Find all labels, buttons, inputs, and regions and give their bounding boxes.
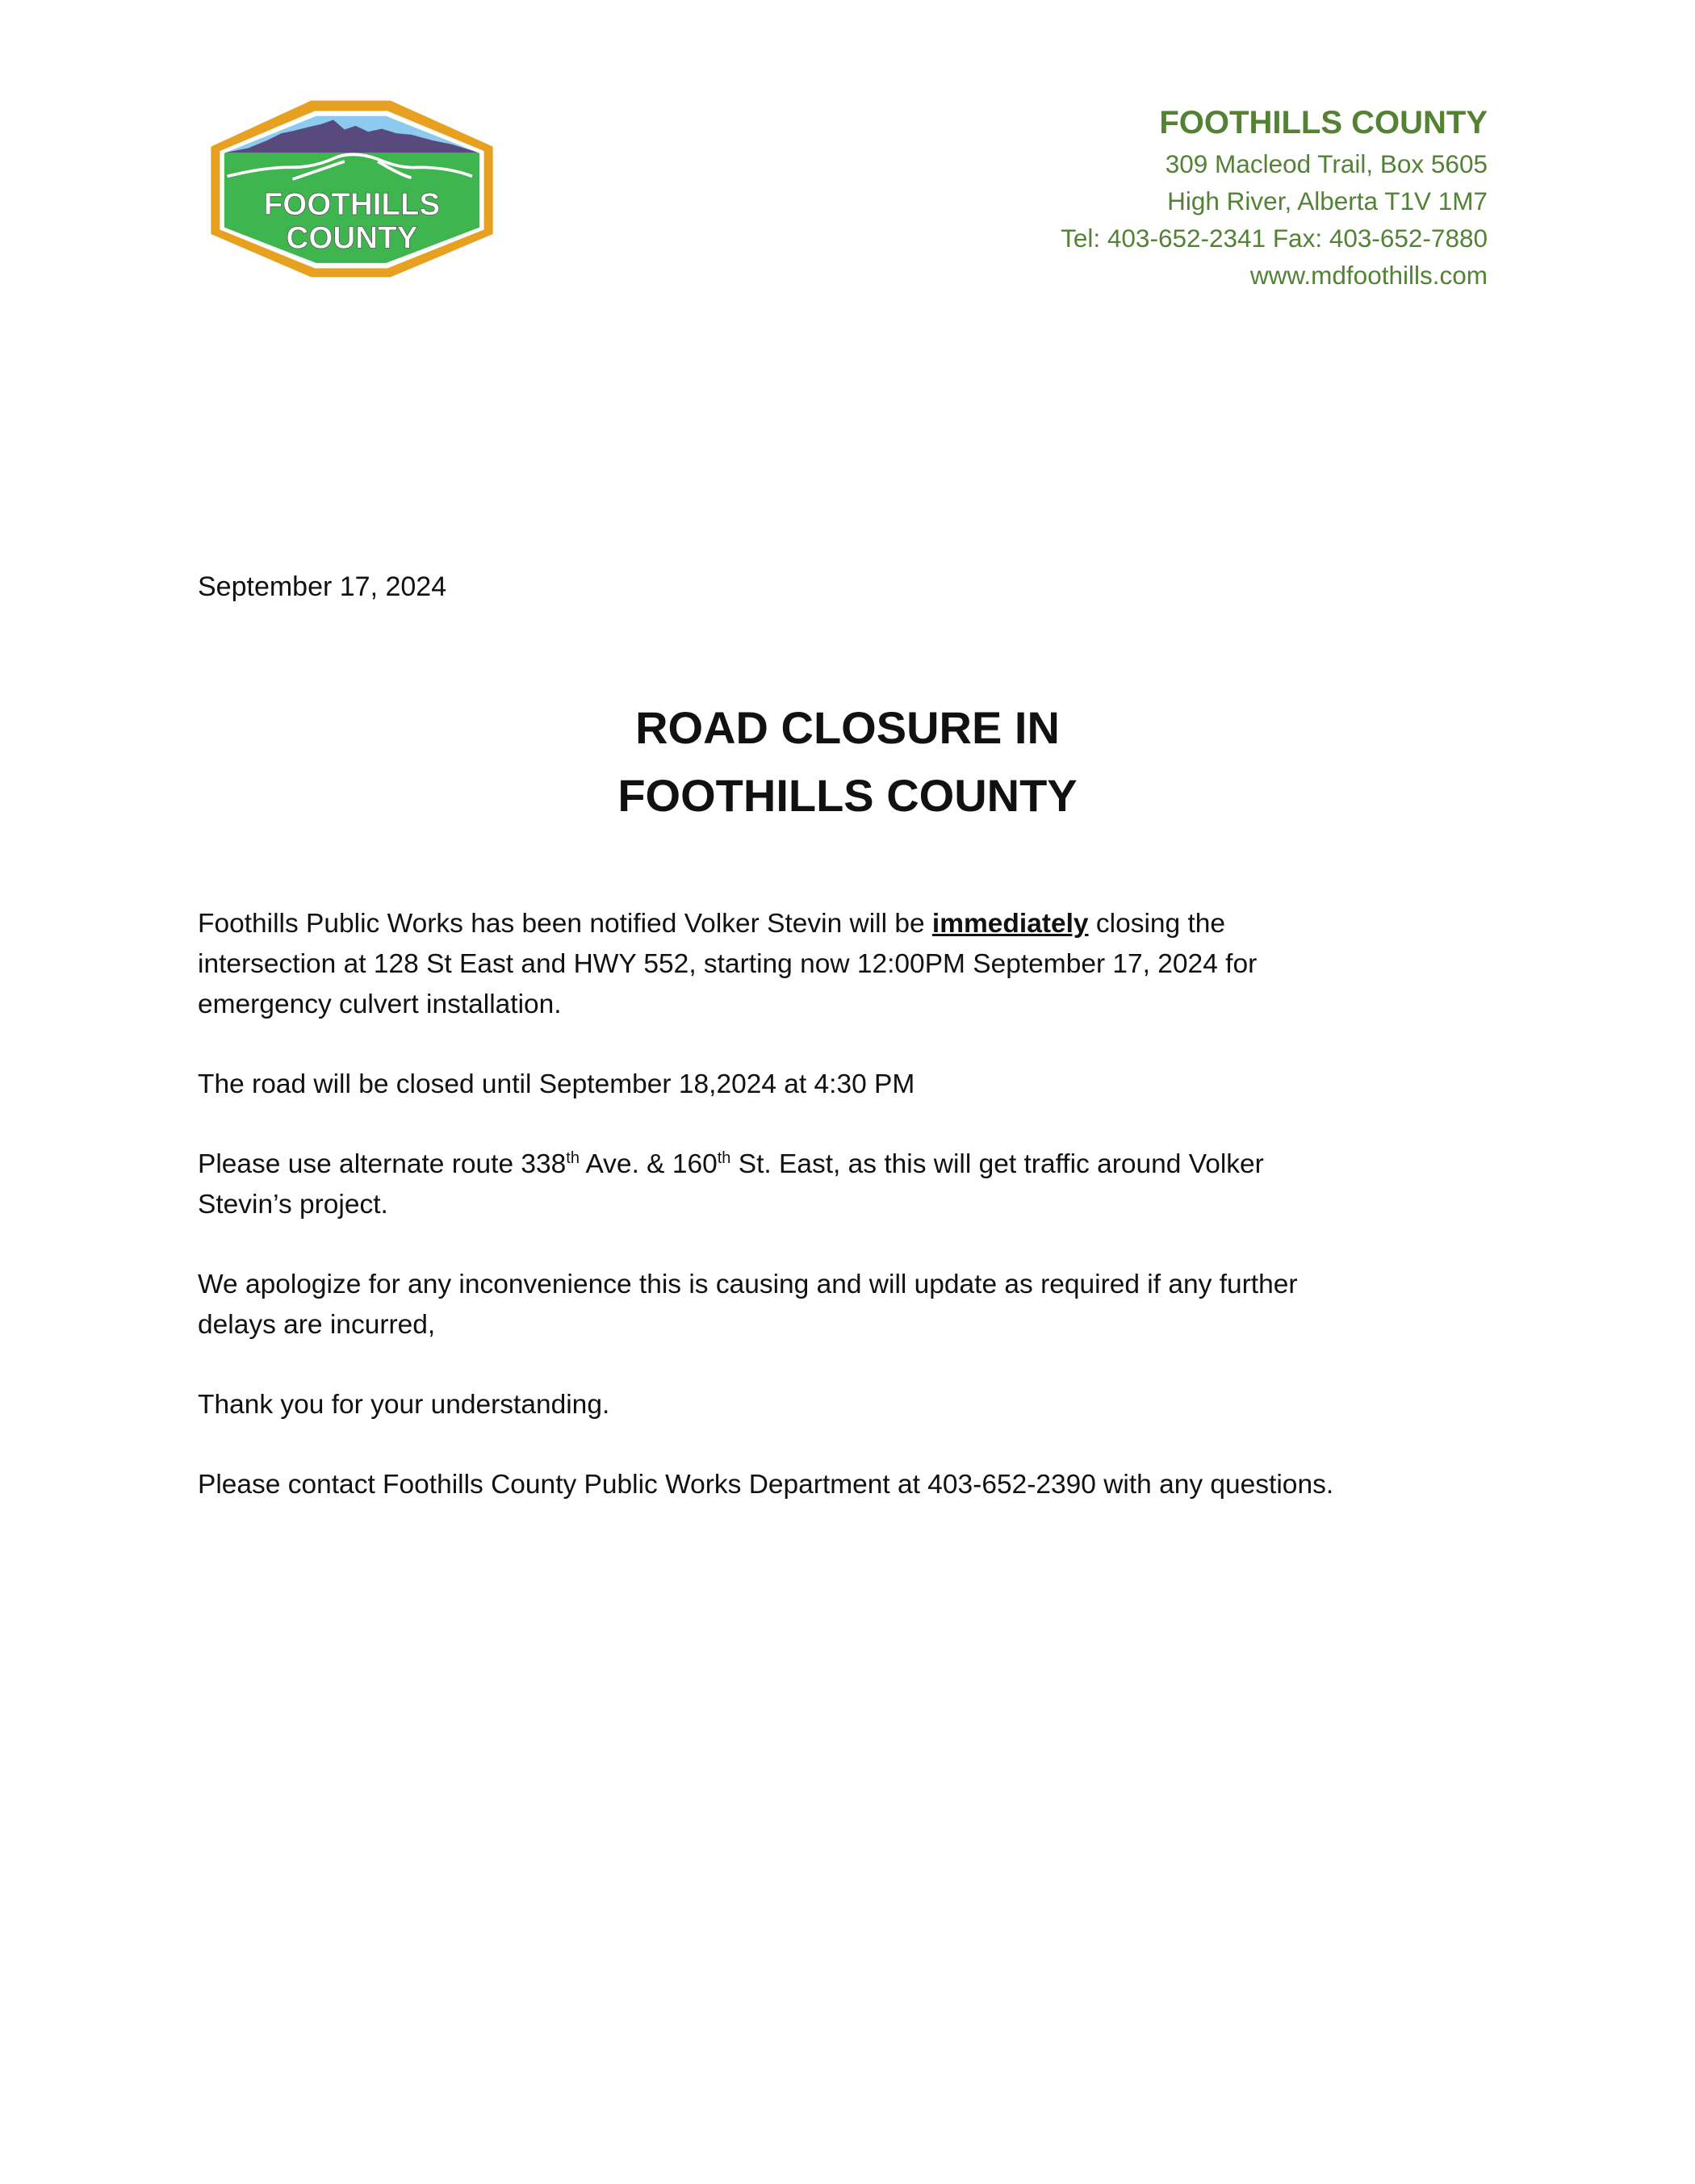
superscript: th — [717, 1149, 731, 1167]
superscript: th — [566, 1149, 580, 1167]
paragraph-contact — [198, 1465, 1333, 1505]
paragraph-duration — [198, 1065, 1333, 1105]
text-line: We apologize for any inconvenience this is causing and will update as required if any further — [198, 1270, 1298, 1299]
phone-fax: Tel: 403-652-2341 Fax: 403-652-7880 — [1061, 224, 1488, 253]
org-name: FOOTHILLS COUNTY — [1159, 105, 1488, 140]
emphasis-immediately: immediately — [931, 909, 1089, 939]
paragraph-detour — [198, 1144, 1333, 1225]
letter-body — [198, 904, 1333, 1545]
text: St. East, as this will get traffic around Volker — [730, 1149, 1264, 1179]
paragraph-apology — [198, 1265, 1333, 1345]
text-line: The road will be closed until September 18,2024 at 4:30 PM — [198, 1069, 915, 1099]
paragraph-thanks — [198, 1385, 1333, 1425]
foothills-county-logo — [196, 95, 508, 282]
text-line: Please contact Foothills County Public Works Department at 403-652-2390 with any questions. — [198, 1470, 1334, 1500]
text-line: emergency culvert installation. — [198, 989, 562, 1019]
title-line-2: FOOTHILLS COUNTY — [617, 770, 1078, 821]
title-line-1: ROAD CLOSURE IN — [635, 702, 1060, 753]
notice-title — [0, 694, 1695, 830]
address-line-1: 309 Macleod Trail, Box 5605 — [1165, 149, 1488, 178]
text: Ave. & 160 — [579, 1149, 718, 1179]
text-line: Stevin’s project. — [198, 1190, 388, 1220]
letterhead-contact — [1061, 100, 1488, 294]
website-link[interactable]: www.mdfoothills.com — [1249, 261, 1488, 290]
text: closing the — [1088, 909, 1226, 939]
address-line-2: High River, Alberta T1V 1M7 — [1167, 186, 1488, 215]
text: Please use alternate route 338 — [198, 1149, 567, 1179]
letter-date: September 17, 2024 — [198, 571, 447, 602]
logo-text-line1: FOOTHILLS — [263, 187, 441, 223]
text-line: delays are incurred, — [198, 1310, 436, 1340]
paragraph-closure — [198, 904, 1333, 1025]
text-line: Thank you for your understanding. — [198, 1390, 610, 1420]
logo-text-line2: COUNTY — [286, 220, 418, 256]
text-line: intersection at 128 St East and HWY 552, starting now 12:00PM September 17, 2024 for — [198, 949, 1258, 979]
text: Foothills Public Works has been notified Volker Stevin will be — [198, 909, 932, 939]
